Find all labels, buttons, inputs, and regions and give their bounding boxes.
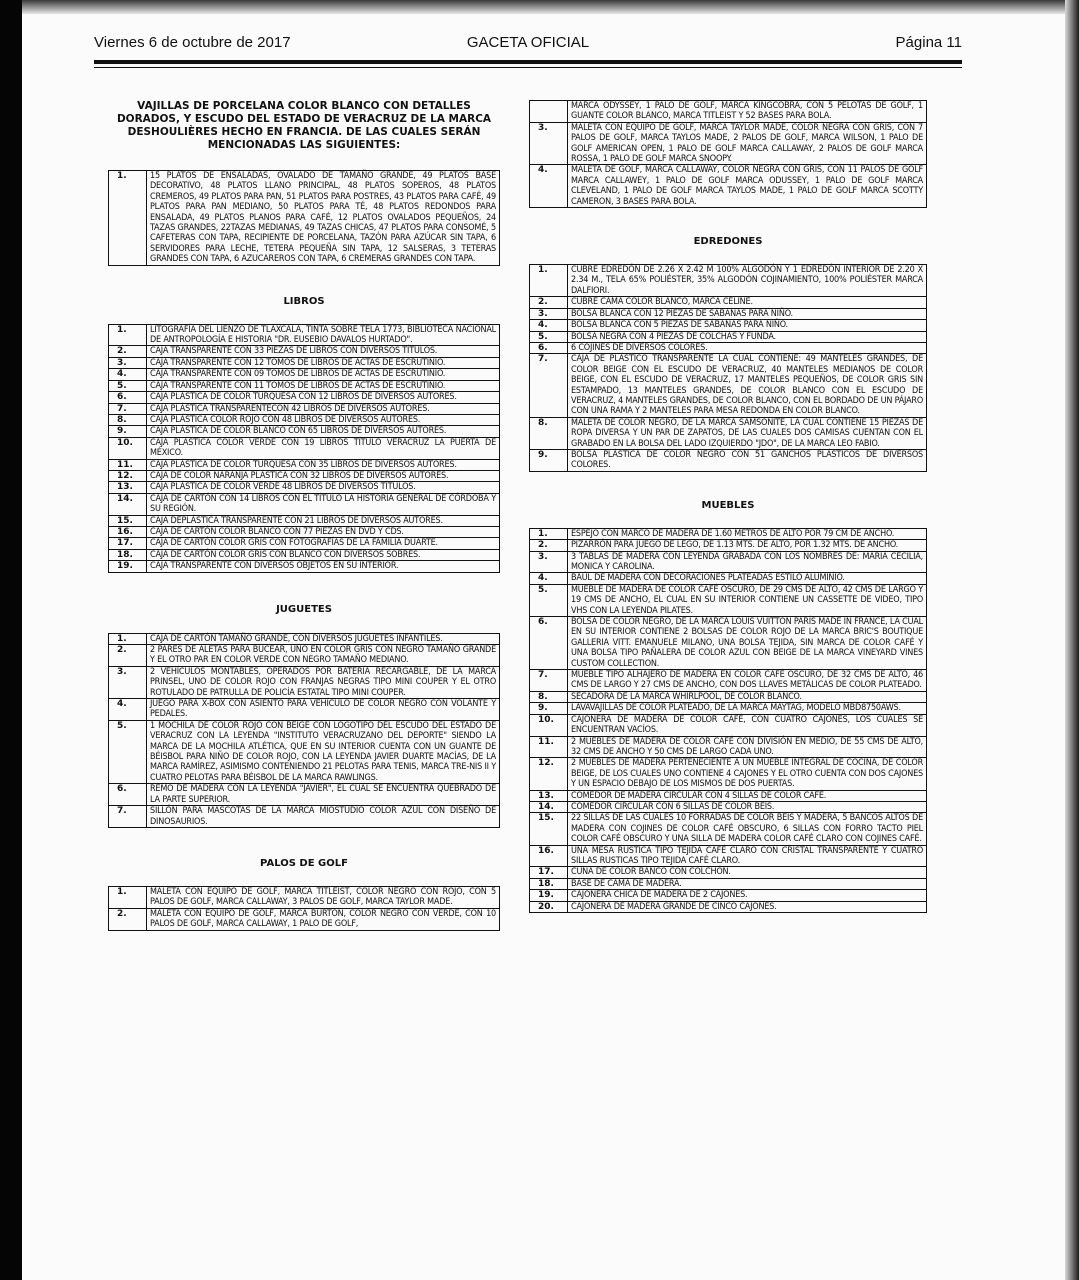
table-row (109, 357, 500, 368)
table-row (109, 784, 500, 806)
table-row (530, 670, 927, 692)
item-description: CAJA PLÁSTICA TRANSPARENTECON 42 LIBROS DE DIVERSOS AUTORES. (147, 403, 500, 414)
item-description: CAJA PLÁSTICA DE COLOR VERDE 48 LIBROS DE DIVERSOS TÍTULOS. (147, 482, 500, 493)
item-description: MUEBLE TIPO ALHAJERO DE MADERA EN COLOR CAFÉ OSCURO, DE 32 CMS DE ALTO, 46 CMS DE LARGO Y 27 CMS DE ANCHO, CON DOS LLAVES METÁLICAS DE COLOR PLATEADO. (568, 670, 927, 692)
table-row (530, 449, 927, 471)
table-row (530, 573, 927, 584)
gazette-page (22, 14, 1065, 1280)
muebles-heading: MUEBLES (701, 499, 755, 511)
table-row (109, 380, 500, 391)
golf-table-left (108, 886, 500, 931)
table-row (530, 801, 927, 812)
item-number: 17. (530, 867, 568, 878)
item-number: 2. (109, 645, 147, 667)
table-row (109, 549, 500, 560)
table-row (109, 392, 500, 403)
table-row (530, 617, 927, 670)
item-description: CAJA TRANSPARENTE CON 11 TOMOS DE LIBROS DE ACTAS DE ESCRUTINIO. (147, 380, 500, 391)
item-description: CAJA DE CARTÓN TAMAÑO GRANDE, CON DIVERSOS JUGUETES INFANTILES. (147, 633, 500, 644)
item-description: CAJONERA DE MADERA DE COLOR CAFÉ, CON CUATRO CAJONES, LOS CUALES SE ENCUENTRAN VACÍOS. (568, 714, 927, 736)
item-number: 18. (109, 549, 147, 560)
item-number: 1. (530, 265, 568, 297)
item-description: CAJA PLÁSTICA COLOR VERDE CON 19 LIBROS TÍTULO VERACRUZ LA PUERTA DE MÉXICO. (147, 437, 500, 459)
item-description: SECADORA DE LA MARCA WHIRLPOOL, DE COLOR BLANCO. (568, 691, 927, 702)
item-number: 5. (109, 720, 147, 783)
table-row (109, 526, 500, 537)
juguetes-table (108, 633, 500, 828)
table-row (109, 561, 500, 572)
item-number: 4. (109, 699, 147, 721)
item-description: CAJA PLÁSTICA DE COLOR BLANCO CON 65 LIBROS DE DIVERSOS AUTORES. (147, 426, 500, 437)
item-number: 4. (530, 165, 568, 208)
vajillas-title: VAJILLAS DE PORCELANA COLOR BLANCO CON DETALLES DORADOS, Y ESCUDO DEL ESTADO DE VERACRUZ DE LA MARCA DESHOULIÈRES HECHO EN FRANCIA. DE LAS CUALES SERÁN MENCIONADAS LAS SIGUIENTES: (116, 100, 492, 151)
item-number: 11. (530, 736, 568, 758)
item-number: 6. (109, 784, 147, 806)
item-number: 16. (530, 845, 568, 867)
item-description: 2 MUEBLES DE MADERA DE COLOR CAFÉ CON DIVISIÓN EN MEDIO, DE 55 CMS DE ALTO, 32 CMS DE ANCHO Y 50 CMS DE LARGO CADA UNO. (568, 736, 927, 758)
item-number: 13. (530, 790, 568, 801)
table-row (530, 790, 927, 801)
golf-table-right-items (529, 122, 927, 208)
item-description: 6 COJINES DE DIVERSOS COLORES. (568, 342, 927, 353)
item-description: BOLSA BLANCA CON 5 PIEZAS DE SÁBANAS PARA NIÑO. (568, 320, 927, 331)
item-number: 1. (109, 171, 147, 266)
item-description: 15 PLATOS DE ENSALADAS, OVALADO DE TAMAÑO GRANDE, 49 PLATOS BASE DECORATIVO, 48 PLATOS LLANO PRINCIPAL, 48 PLATOS SOPEROS, 48 PLATOS CREMEROS, 49 PLATOS PARA PAN, 51 PLATOS PARA POSTRES, 43 PLATOS PARA CAFÉ, 49 PLATOS PARA PAN MEDIANO, 50 PLATOS PARA TÉ, 48 PLATOS REDONDOS PARA ENSALADA, 49 PLATOS PLANOS PARA CAFÉ, 12 PLATOS OVALADOS PEQUEÑOS, 24 TAZAS GRANDES, 22TAZAS MEDIANAS, 49 TAZAS CHICAS, 47 PLATOS PARA CONSOMÉ, 5 CAFETERAS CON TAPA, RECIPIENTE DE PORCELANA, TAZÓN PARA AZÚCAR SIN TAPA, 6 SERVIDORES PARA LECHE, TETERA PEQUEÑA SIN TAPA, 12 SALSERAS, 3 TETERAS GRANDES CON TAPA, 6 AZUCAREROS CON TAPA, 6 CREMERAS GRANDES CON TAPA. (147, 171, 500, 266)
table-row (109, 482, 500, 493)
table-row (530, 101, 927, 123)
header-rule-thin (94, 67, 962, 68)
item-description: CAJONERA CHICA DE MADERA DE 2 CAJONES. (568, 890, 927, 901)
table-row (109, 908, 500, 930)
item-number: 6. (109, 392, 147, 403)
item-description: MALETA DE GOLF, MARCA CALLAWAY, COLOR NEGRA CON GRIS, CON 11 PALOS DE GOLF MARCA CALLAWEY, 1 PALO DE GOLF MARCA ODUSSEY, 1 PALO DE GOLF MARCA CLEVELAND, 1 PALO DE GOLF MARCA TAYLOS MADE, 1 PALO DE GOLF MARCA SCOTTY CAMERON, 3 BASES PARA BOLA. (568, 165, 927, 208)
table-row (109, 324, 500, 346)
table-row (109, 633, 500, 644)
item-description: REMO DE MADERA CON LA LEYENDA "JAVIER", EL CUAL SE ENCUENTRA QUEBRADO DE LA PARTE SUPERIOR. (147, 784, 500, 806)
table-row (109, 437, 500, 459)
table-row (530, 736, 927, 758)
item-number: 10. (109, 437, 147, 459)
item-description: PIZARRÓN PARA JUEGO DE LEGO, DE 1.13 MTS. DE ALTO, POR 1.32 MTS. DE ANCHO. (568, 540, 927, 551)
item-description: COMEDOR CIRCULAR CON 6 SILLAS DE COLOR BEIS. (568, 801, 927, 812)
item-number: 5. (530, 584, 568, 616)
table-row (109, 493, 500, 515)
item-number: 3. (530, 551, 568, 573)
item-number: 3. (109, 666, 147, 698)
item-description: UNA MESA RUSTICA TIPO TEJIDA CAFÉ CLARO CON CRISTAL TRANSPARENTE Y CUATRO SILLAS RUSTICAS TIPO TEJIDA CAFÉ CLARO. (568, 845, 927, 867)
edredones-table (529, 264, 927, 472)
item-description: CUBRE CAMA COLOR BLANCO, MARCA CELINE. (568, 297, 927, 308)
item-description: CAJA PLÁSTICA DE COLOR TURQUESA CON 12 LIBROS DE DIVERSOS AUTORES. (147, 392, 500, 403)
table-row (530, 890, 927, 901)
item-description: CAJA PLÁSTICA COLOR ROJO CON 48 LIBROS DE DIVERSOS AUTORES. (147, 414, 500, 425)
table-row (530, 540, 927, 551)
item-number: 1. (530, 528, 568, 539)
item-number: 11. (109, 459, 147, 470)
right-column (529, 100, 927, 913)
item-number: 12. (530, 758, 568, 790)
item-description: CAJA TRANSPARENTE CON DIVERSOS OBJETOS EN SU INTERIOR. (147, 561, 500, 572)
item-number: 19. (530, 890, 568, 901)
item-number: 1. (109, 633, 147, 644)
item-description: ESPEJO CON MARCO DE MADERA DE 1.60 METROS DE ALTO POR 79 CM DE ANCHO. (568, 528, 927, 539)
left-column (108, 100, 500, 931)
item-description: CAJA DE PLÁSTICO TRANSPARENTE LA CUAL CONTIENE: 49 MANTELES GRANDES, DE COLOR BEIGE CON EL ESCUDO DE VERACRUZ, 40 MANTELES MEDIANOS DE COLOR BEIGE, CON EL ESCUDO DE VERACRUZ, 17 MANTELES PEQUEÑOS, DE COLOR GRIS SIN ESTAMPADO, 13 MANTELES GRANDES, DE COLOR BLANCO CON EL ESCUDO DE VERACRUZ, 4 MANTELES GRANDES, DE COLOR BLANCO, CON EL BORDADO DE UN PÁJARO CON UNA RAMA Y 2 MANTELES PARA MESA REDONDA EN COLOR BLANCO. (568, 354, 927, 417)
item-description: BOLSA NEGRA CON 4 PIEZAS DE COLCHAS Y FUNDA. (568, 331, 927, 342)
header-date: Viernes 6 de octubre de 2017 (94, 34, 291, 51)
item-number: 7. (530, 670, 568, 692)
item-description: BOLSA PLÁSTICA DE COLOR NEGRO CON 51 GANCHOS PLÁSTICOS DE DIVERSOS COLORES. (568, 449, 927, 471)
table-row (530, 813, 927, 845)
table-row (530, 297, 927, 308)
table-row (109, 171, 500, 266)
edredones-heading: EDREDONES (693, 236, 763, 248)
item-description: BASE DE CAMA DE MADERA. (568, 878, 927, 889)
table-row (109, 459, 500, 470)
item-number: 13. (109, 482, 147, 493)
item-number: 19. (109, 561, 147, 572)
item-number: 3. (530, 122, 568, 165)
item-description: CAJA DEPLÁSTICA TRANSPARENTE CON 21 LIBROS DE DIVERSOS AUTORES. (147, 515, 500, 526)
table-row (530, 354, 927, 417)
item-description: 1 MOCHILA DE COLOR ROJO CON BEIGE CON LOGOTIPO DEL ESCUDO DEL ESTADO DE VERACRUZ CON LA LEYENDA "INSTITUTO VERACRUZANO DEL DEPORTE" SIENDO LA MARCA DE LA MOCHILA ATLÉTICA, QUE EN SU INTERIOR CUENTA CON UN GUANTE DE BÉISBOL PARA NIÑO DE COLOR ROJO, CON LA LEYENDA JAVIER DUARTE MACÍAS, DE LA MARCA RAMÍREZ, ASIMISMO CONTENIENDO 21 PELOTAS PARA TENIS, MARCA TRE-NIS II Y CUATRO PELOTAS PARA BÉISBOL DE LA MARCA RAWLINGS. (147, 720, 500, 783)
item-description: LAVAVAJILLAS DE COLOR PLATEADO, DE LA MARCA MAYTAG, MODELO MBD8750AWS. (568, 703, 927, 714)
item-number: 7. (530, 354, 568, 417)
table-row (109, 369, 500, 380)
header-page-number: Página 11 (895, 34, 962, 51)
table-row (530, 528, 927, 539)
item-number: 7. (109, 806, 147, 828)
item-number: 9. (109, 426, 147, 437)
table-row (530, 308, 927, 319)
table-row (530, 901, 927, 912)
table-row (530, 703, 927, 714)
item-description: 22 SILLAS DE LAS CUALES 10 FORRADAS DE COLOR BEIS Y MADERA, 5 BANCOS ALTOS DE MADERA CON COJINES DE COLOR CAFÉ OBSCURO, 6 SILLAS CON FORRO TACTO PIEL COLOR CAFÉ OBSCURO Y UNA SILLA DE MADERA COLOR CAFÉ CLARO CON COJINES CAFÉ. (568, 813, 927, 845)
item-number: 4. (530, 573, 568, 584)
photo-edge-left (0, 0, 22, 1280)
item-description: CAJA DE CARTÓN COLOR GRIS CON FOTOGRAFÍAS DE LA FAMILIA DUARTE. (147, 538, 500, 549)
item-description: 2 VEHÍCULOS MONTABLES, OPERADOS POR BATERÍA RECARGABLE, DE LA MARCA PRINSEL, UNO DE COLOR ROJO CON FRANJAS NEGRAS TIPO MINI COUPER Y EL OTRO ROTULADO DE PATRULLA DE POLICÍA ESTATAL TIPO MINI COUPER. (147, 666, 500, 698)
item-description: CAJONERA DE MADERA GRANDE DE CINCO CAJONES. (568, 901, 927, 912)
table-row (109, 720, 500, 783)
table-row (109, 806, 500, 828)
item-number: 4. (530, 320, 568, 331)
item-number: 14. (530, 801, 568, 812)
table-row (530, 867, 927, 878)
table-row (530, 265, 927, 297)
table-row (109, 666, 500, 698)
item-number: 10. (530, 714, 568, 736)
item-description: MUEBLE DE MADERA DE COLOR CAFÉ OSCURO, DE 29 CMS DE ALTO, 42 CMS DE LARGO Y 19 CMS DE ANCHO, EL CUAL EN SU INTERIOR CONTIENE UN CASSETTE DE VIDEO, TIPO VHS CON LA LEYENDA PILATES. (568, 584, 927, 616)
item-number: 16. (109, 526, 147, 537)
libros-table (108, 324, 500, 573)
item-description: CAJA DE CARTÓN COLOR GRIS CON BLANCO CON DIVERSOS SOBRES. (147, 549, 500, 560)
item-number: 2. (109, 346, 147, 357)
item-number: 1. (109, 886, 147, 908)
item-number: 4. (109, 369, 147, 380)
muebles-table (529, 528, 927, 913)
table-row (530, 845, 927, 867)
item-description: CAJA TRANSPARENTE CON 12 TOMOS DE LIBROS DE ACTAS DE ESCRUTINIO. (147, 357, 500, 368)
item-number: 3. (109, 357, 147, 368)
photo-edge-top (0, 0, 1079, 14)
table-row (530, 714, 927, 736)
table-row (109, 470, 500, 481)
item-description: CAJA TRANSPARENTE CON 09 TOMOS DE LIBROS DE ACTAS DE ESCRUTINIO. (147, 369, 500, 380)
golf-table-right (529, 100, 927, 123)
vajillas-table (108, 170, 500, 266)
table-row (109, 515, 500, 526)
item-description: CAJA TRANSPARENTE CON 33 PIEZAS DE LIBROS CON DIVERSOS TÍTULOS. (147, 346, 500, 357)
item-number: 2. (109, 908, 147, 930)
item-number: 9. (530, 703, 568, 714)
table-row (109, 538, 500, 549)
item-number: 2. (530, 540, 568, 551)
table-row (109, 346, 500, 357)
item-description: 2 PARES DE ALETAS PARA BUCEAR, UNO EN COLOR GRIS CON NEGRO TAMAÑO GRANDE Y EL OTRO PAR EN COLOR VERDE CON NEGRO TAMAÑO MEDIANO. (147, 645, 500, 667)
item-description: 3 TABLAS DE MADERA CON LEYENDA GRABADA CON LOS NOMBRES DE: MARIA CECILIA, MONICA Y CAROLINA. (568, 551, 927, 573)
item-description: CAJA DE COLOR NARANJA PLÁSTICA CON 32 LIBROS DE DIVERSOS AUTORES. (147, 470, 500, 481)
item-number: 8. (530, 417, 568, 449)
item-description: CAJA PLÁSTICA DE COLOR TURQUESA CON 35 LIBROS DE DIVERSOS AUTORES. (147, 459, 500, 470)
item-number: 12. (109, 470, 147, 481)
table-row (109, 403, 500, 414)
juguetes-heading: JUGUETES (276, 603, 332, 615)
table-row (109, 886, 500, 908)
item-description: SILLÓN PARA MASCOTAS DE LA MARCA MIOSTUDIO COLOR AZUL CON DISEÑO DE DINOSAURIOS. (147, 806, 500, 828)
item-number: 15. (530, 813, 568, 845)
item-number: 8. (530, 691, 568, 702)
item-description: CAJA DE CARTÓN COLOR BLANCO CON 77 PIEZAS EN DVD Y CDS. (147, 526, 500, 537)
item-description: CUBRE EDREDÓN DE 2.26 X 2.42 M 100% ALGODÓN Y 1 EDREDÓN INTERIOR DE 2.20 X 2.34 M., TELA 65% POLIÉSTER, 35% ALGODÓN COJINAMIENTO, 100% POLIÉSTER MARCA DALFIORI. (568, 265, 927, 297)
item-description: CUNA DE COLOR BANCO CON COLCHÓN. (568, 867, 927, 878)
item-number: 2. (530, 297, 568, 308)
item-number: 5. (530, 331, 568, 342)
item-description: LITOGRAFÍA DEL LIENZO DE TLAXCALA, TINTA SOBRE TELA 1773, BIBLIOTECA NACIONAL DE ANTROPOLOGÍA E HISTORIA "DR. EUSEBIO DAVALOS HURTADO". (147, 324, 500, 346)
table-row (530, 551, 927, 573)
item-number: 20. (530, 901, 568, 912)
item-description: BAÚL DE MADERA CON DECORACIONES PLATEADAS ESTILO ALUMINIO. (568, 573, 927, 584)
item-number: 15. (109, 515, 147, 526)
table-row (109, 426, 500, 437)
item-description: BOLSA DE COLOR NEGRO, DE LA MARCA LOUIS VUITTON PARÍS MADE IN FRANCE, LA CUAL EN SU INTERIOR CONTIENE 2 BOLSAS DE COLOR ROJO DE LA MARCA BRIC'S BOUTIQUE GALLERIA VITT. EMANUELE MILANO, UNA BOLSA TEJIDA, SIN MARCA DE COLOR CAFÉ Y UNA BOLSA TIPO PAÑALERA DE COLOR AZUL CON BEIGE DE LA MARCA VINEYARD VINES CUSTOM COLLECTION. (568, 617, 927, 670)
header-title: GACETA OFICIAL (466, 34, 590, 51)
item-description: BOLSA BLANCA CON 12 PIEZAS DE SÁBANAS PARA NIÑO. (568, 308, 927, 319)
item-description: 2 MUEBLES DE MADERA PERTENECIENTE A UN MUEBLE INTEGRAL DE COCINA, DE COLOR BEIGE, DE LOS CUALES UNO CONTIENE 4 CAJONES Y EL OTRO CUENTA CON DOS CAJONES Y UN ESPACIO DEBAJO DE LOS MISMOS DE DOS PUERTAS. (568, 758, 927, 790)
table-row (530, 122, 927, 165)
item-number: 7. (109, 403, 147, 414)
page-header (94, 34, 962, 56)
item-number: 1. (109, 324, 147, 346)
item-number: 6. (530, 617, 568, 670)
table-row (530, 331, 927, 342)
item-description: COMEDOR DE MADERA CIRCULAR CON 4 SILLAS DE COLOR CAFÉ. (568, 790, 927, 801)
item-number: 8. (109, 414, 147, 425)
table-row (530, 584, 927, 616)
table-row (530, 691, 927, 702)
item-number: 3. (530, 308, 568, 319)
table-row (109, 699, 500, 721)
item-number: 9. (530, 449, 568, 471)
item-number: 6. (530, 342, 568, 353)
item-description: CAJA DE CARTÓN CON 14 LIBROS CON EL TÍTULO LA HISTORIA GENERAL DE CÓRDOBA Y SU REGIÓN. (147, 493, 500, 515)
item-description: MALETA CON EQUIPO DE GOLF, MARCA TAYLOR MADE, COLOR NEGRA CON GRIS, CON 7 PALOS DE GOLF, MARCA TAYLOS MADE, 2 PALOS DE GOLF, MARCA WILSON, 1 PALO DE GOLF AMERICAN OPEN, 1 PALO DE GOLF MARCA CALLAWAY, 2 PALOS DE GOLF MARCA ROSSA, 1 PALO DE GOLF MARCA SNOOPY. (568, 122, 927, 165)
header-rule-thick (94, 60, 962, 64)
item-description: MALETA CON EQUIPO DE GOLF, MARCA TITLEIST, COLOR NEGRO CON ROJO, CON 5 PALOS DE GOLF, MARCA CALLAWAY, 3 PALOS DE GOLF, MARCA TAYLOR MADE. (147, 886, 500, 908)
item-description: JUEGO PARA X-BOX CON ASIENTO PARA VEHÍCULO DE COLOR NEGRO CON VOLANTE Y PEDALES. (147, 699, 500, 721)
table-row (530, 417, 927, 449)
item-number (530, 101, 568, 123)
golf-continuation-text: MARCA ODYSSEY, 1 PALO DE GOLF, MARCA KINGCOBRA, CON 5 PELOTAS DE GOLF, 1 GUANTE COLOR BLANCO, MARCA TITLEIST Y 52 BASES PARA BOLA. (568, 101, 927, 123)
golf-heading: PALOS DE GOLF (260, 857, 348, 869)
item-number: 5. (109, 380, 147, 391)
table-row (530, 342, 927, 353)
table-row (530, 878, 927, 889)
table-row (530, 758, 927, 790)
item-number: 17. (109, 538, 147, 549)
item-number: 18. (530, 878, 568, 889)
table-row (530, 320, 927, 331)
table-row (109, 645, 500, 667)
libros-heading: LIBROS (283, 295, 325, 307)
photo-edge-right (1065, 0, 1079, 1280)
item-description: MALETA DE COLOR NEGRO, DE LA MARCA SAMSONITE, LA CUAL CONTIENE 15 PIEZAS DE ROPA DIVERSA Y UN PAR DE ZAPATOS, DE LAS CUALES DOS CAMISAS CUENTAN CON EL GRABADO EN LA BOLSA DEL LADO IZQUIERDO "JDO", DE LA MARCA LEO FABIO. (568, 417, 927, 449)
table-row (109, 414, 500, 425)
table-row (530, 165, 927, 208)
item-number: 14. (109, 493, 147, 515)
item-description: MALETA CON EQUIPO DE GOLF, MARCA BURTON, COLOR NEGRO CON VERDE, CON 10 PALOS DE GOLF, MARCA CALLAWAY, 1 PALO DE GOLF, (147, 908, 500, 930)
